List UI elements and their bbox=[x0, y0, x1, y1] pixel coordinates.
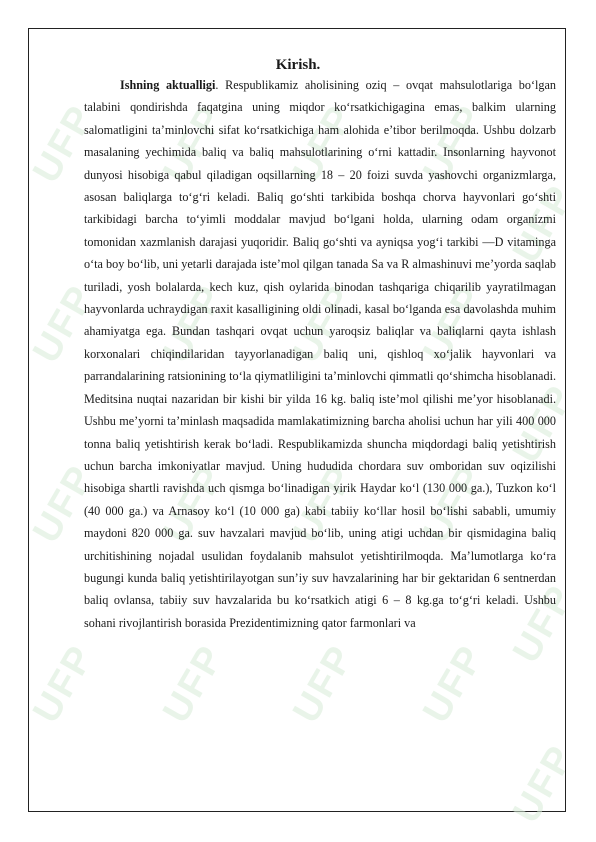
watermark: UFP bbox=[415, 637, 493, 730]
watermark: UFP bbox=[25, 457, 103, 550]
watermark: UFP bbox=[415, 97, 493, 190]
watermark: UFP bbox=[415, 457, 493, 550]
watermark: UFP bbox=[285, 277, 363, 370]
watermark: UFP bbox=[155, 457, 233, 550]
lead-phrase: Ishning aktualligi bbox=[120, 78, 216, 92]
watermark: UFP bbox=[505, 177, 583, 270]
page-title: Kirish. bbox=[275, 57, 321, 73]
watermark: UFP bbox=[25, 97, 103, 190]
watermark: UFP bbox=[25, 277, 103, 370]
watermark: UFP bbox=[505, 377, 583, 470]
watermark: UFP bbox=[155, 277, 233, 370]
watermark: UFP bbox=[505, 737, 583, 830]
watermark: UFP bbox=[505, 577, 583, 670]
watermark: UFP bbox=[415, 277, 493, 370]
paragraph-text: . Respublikamiz aholisining oziq – ovqat mahsulotlariga bo‘lgan talabini qondirishda faqatgina uning miqdor ko‘rsatkichigagina emas, balkim ularning salomatligini ta’minlovchi sifat ko‘rsatkichiga ham alohida e’tibor berilmoqda. Ushbu dolzarb masalaning yechimida baliq va baliq mahsulotlarining o‘rni kattadir. Insonlarning hayvonot dunyosi hisobiga qabul qiladigan oqsillarning 18 – 20 foizi suvda yashovchi organizmlarga, asosan baliqlarga to‘g‘ri keladi. Baliq go‘shti tarkibida boshqa chorva hayvonlari go‘shti tarkibidagi barcha to‘yimli moddalar mavjud bo‘lgani holda, ularning odam organizmi tomonidan xazmlanish darajasi yuqoridir. Baliq go‘shti va ayniqsa yog‘i tarkibi —D vitaminga o‘ta boy bo‘lib, uni yetarli darajada iste’mol qilgan tanada Sa va R almashinuvi me’yorda saqlab turiladi, yosh bolalarda, kech kuz, qish oylarida binodan tashqariga chiqarilib yayratilmagan hayvonlarda uchraydigan raxit kasalligining oldi olinadi, kasal bo‘lganda esa davolashda muhim ahamiyatga ega. Bundan tashqari ovqat uchun yaroqsiz baliqlar va baliqlarni qayta ishlash korxonalari chiqindilaridan tayyorlanadigan baliq uni, qishloq xo‘jalik hayvonlari va parrandalarining ratsionining to‘la qiymatliligini ta’minlovchi qimmatli qo‘shimcha hisoblanadi. Meditsina nuqtai nazaridan bir kishi bir yilda 16 kg. baliq iste’mol qilishi me’yor hisoblanadi. Ushbu me’yorni ta’minlash maqsadida mamlakatimizning barcha aholisi uchun har yili 400 000 tonna baliq yetishtirish kerak bo‘ladi. Respublikamizda shuncha miqdordagi baliq yetishtirish uchun barcha imkoniyatlar mavjud. Uning hududida chordara suv omboridan suv oqizilishi hisobiga shartli ravishda uch qismga bo‘linadigan yirik Haydar ko‘l (130 000 ga.), Tuzkon ko‘l (40 000 ga.) va Arnasoy ko‘l (10 000 ga) kabi tabiiy ko‘llar hosil bo‘lishi sababli, umumiy maydoni 820 000 ga. suv havzalari mavjud bo‘lib, uning atigi uchdan bir qismidagina baliq urchitishining nojadal usulidan foydalanib mahsulot yetishtirilmoqda. Ma’lumotlarga ko‘ra bugungi kunda baliq yetishtirilayotgan sun’iy suv havzalarining har bir gektaridan 6 sentnerdan baliq ovlansa, tabiiy suv havzalarida bu ko‘rsatkich atigi 6 – 8 kg.ga to‘g‘ri keladi. Ushbu sohani rivojlantirish borasida Prezidentimizning qator farmonlari va bbox=[84, 78, 556, 630]
watermark: UFP bbox=[285, 457, 363, 550]
body-paragraph bbox=[84, 74, 556, 634]
watermark: UFP bbox=[155, 97, 233, 190]
watermark: UFP bbox=[25, 637, 103, 730]
watermark: UFP bbox=[285, 637, 363, 730]
watermark: UFP bbox=[155, 637, 233, 730]
watermark: UFP bbox=[285, 97, 363, 190]
